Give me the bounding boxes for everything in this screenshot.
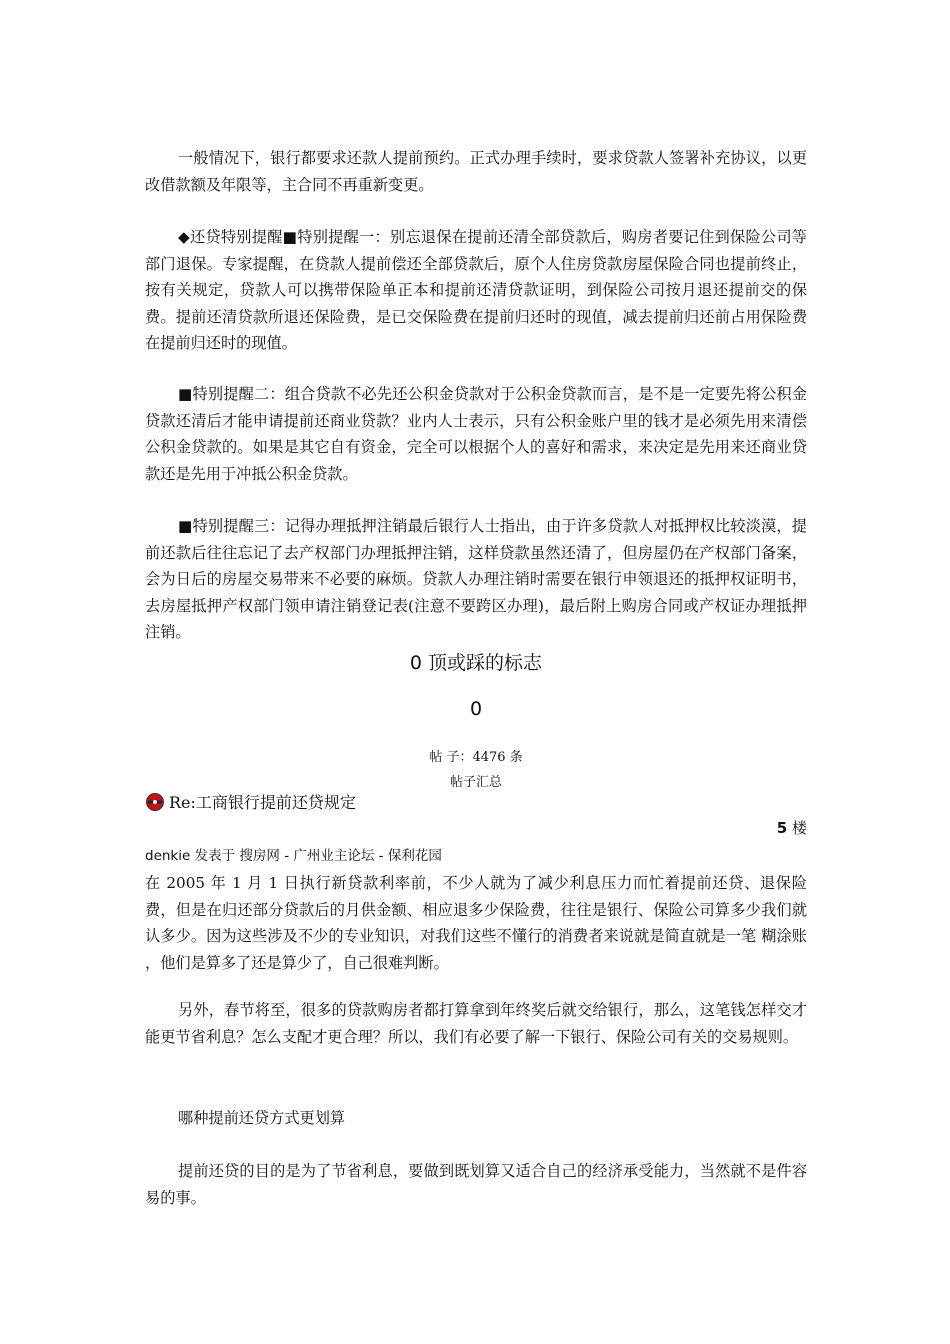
floor-number-value: 5 bbox=[776, 819, 788, 837]
vote-title: 0 顶或踩的标志 bbox=[409, 652, 543, 674]
post-meta bbox=[145, 844, 442, 864]
forum-board-link[interactable]: 广州业主论坛 bbox=[293, 848, 375, 864]
reply-title: Re:工商银行提前还贷规定 bbox=[169, 793, 356, 812]
floor-number bbox=[777, 817, 807, 838]
paragraph-prepayment-appointment: 一般情况下，银行都要求还款人提前预约。正式办理手续时，要求贷款人签署补充协议，以更改借款额及年限等，主合同不再重新变更。 bbox=[145, 149, 807, 194]
breadcrumb-separator: - bbox=[374, 848, 388, 864]
breadcrumb-separator: - bbox=[279, 848, 294, 864]
posts-summary-link[interactable]: 帖子汇总 bbox=[449, 775, 502, 790]
reply-title-row bbox=[145, 790, 356, 813]
floor-number-suffix: 楼 bbox=[787, 819, 807, 837]
posted-label: 发表于 bbox=[190, 848, 240, 864]
reply-paragraph-spring-festival: 另外，春节将至，很多的贷款购房者都打算拿到年终奖后就交给银行，那么，这笔钱怎样交才能更节省利息？怎么支配才更合理？所以，我们有必要了解一下银行、保险公司有关的交易规则。 bbox=[145, 1001, 807, 1046]
reply-paragraph-intro: 在 2005 年 1 月 1 日执行新贷款利率前，不少人就为了减少利息压力而忙着提前还贷、退保险费，但是在归还部分贷款后的月供金额、相应退多少保险费，往往是银行、保险公司算多少我们就认多少。因为这些涉及不少的专业知识，对我们这些不懂行的消费者来说就是简直就是一笔 糊涂账 ，他们是算多了还是算少了，自己很难判断。 bbox=[145, 874, 807, 972]
reply-section-heading: 哪种提前还贷方式更划算 bbox=[178, 1109, 346, 1127]
paragraph-reminder-two: ■特别提醒二：组合贷款不必先还公积金贷款对于公积金贷款而言，是不是一定要先将公积金贷款还清后才能申请提前还商业贷款？业内人士表示，只有公积金账户里的钱才是必须先用来清偿公积金贷款的。如果是其它自有资金，完全可以根据个人的喜好和需求，来决定是先用来还商业贷款还是先用于冲抵公积金贷款。 bbox=[145, 385, 807, 483]
post-badge-icon bbox=[145, 792, 165, 812]
paragraph-reminder-three: ■特别提醒三：记得办理抵押注销最后银行人士指出，由于许多贷款人对抵押权比较淡漠，提前还款后往往忘记了去产权部门办理抵押注销，这样贷款虽然还清了，但房屋仍在产权部门备案，会为日后的房屋交易带来不必要的麻烦。贷款人办理注销时需要在银行申领退还的抵押权证明书，去房屋抵押产权部门领申请注销登记表(注意不要跨区办理)，最后附上购房合同或产权证办理抵押注销。 bbox=[145, 517, 807, 641]
reply-paragraph-purpose: 提前还贷的目的是为了节省利息，要做到既划算又适合自己的经济承受能力，当然就不是件容易的事。 bbox=[145, 1162, 807, 1207]
posts-count: 帖 子：4476 条 bbox=[429, 750, 523, 765]
forum-site-link[interactable]: 搜房网 bbox=[239, 848, 280, 864]
forum-sub-link[interactable]: 保利花园 bbox=[387, 848, 442, 864]
author-name[interactable]: denkie bbox=[145, 848, 191, 864]
paragraph-reminder-one: ◆还贷特别提醒■特别提醒一：别忘退保在提前还清全部贷款后，购房者要记住到保险公司等部门退保。专家提醒，在贷款人提前偿还全部贷款后，原个人住房贷款房屋保险合同也提前终止，按有关规定，贷款人可以携带保险单正本和提前还清贷款证明，到保险公司按月退还提前交的保费。提前还清贷款所退还保险费，是已交保险费在提前归还时的现值，减去提前归还前占用保险费在提前归还时的现值。 bbox=[145, 228, 807, 352]
vote-count: 0 bbox=[469, 698, 483, 720]
